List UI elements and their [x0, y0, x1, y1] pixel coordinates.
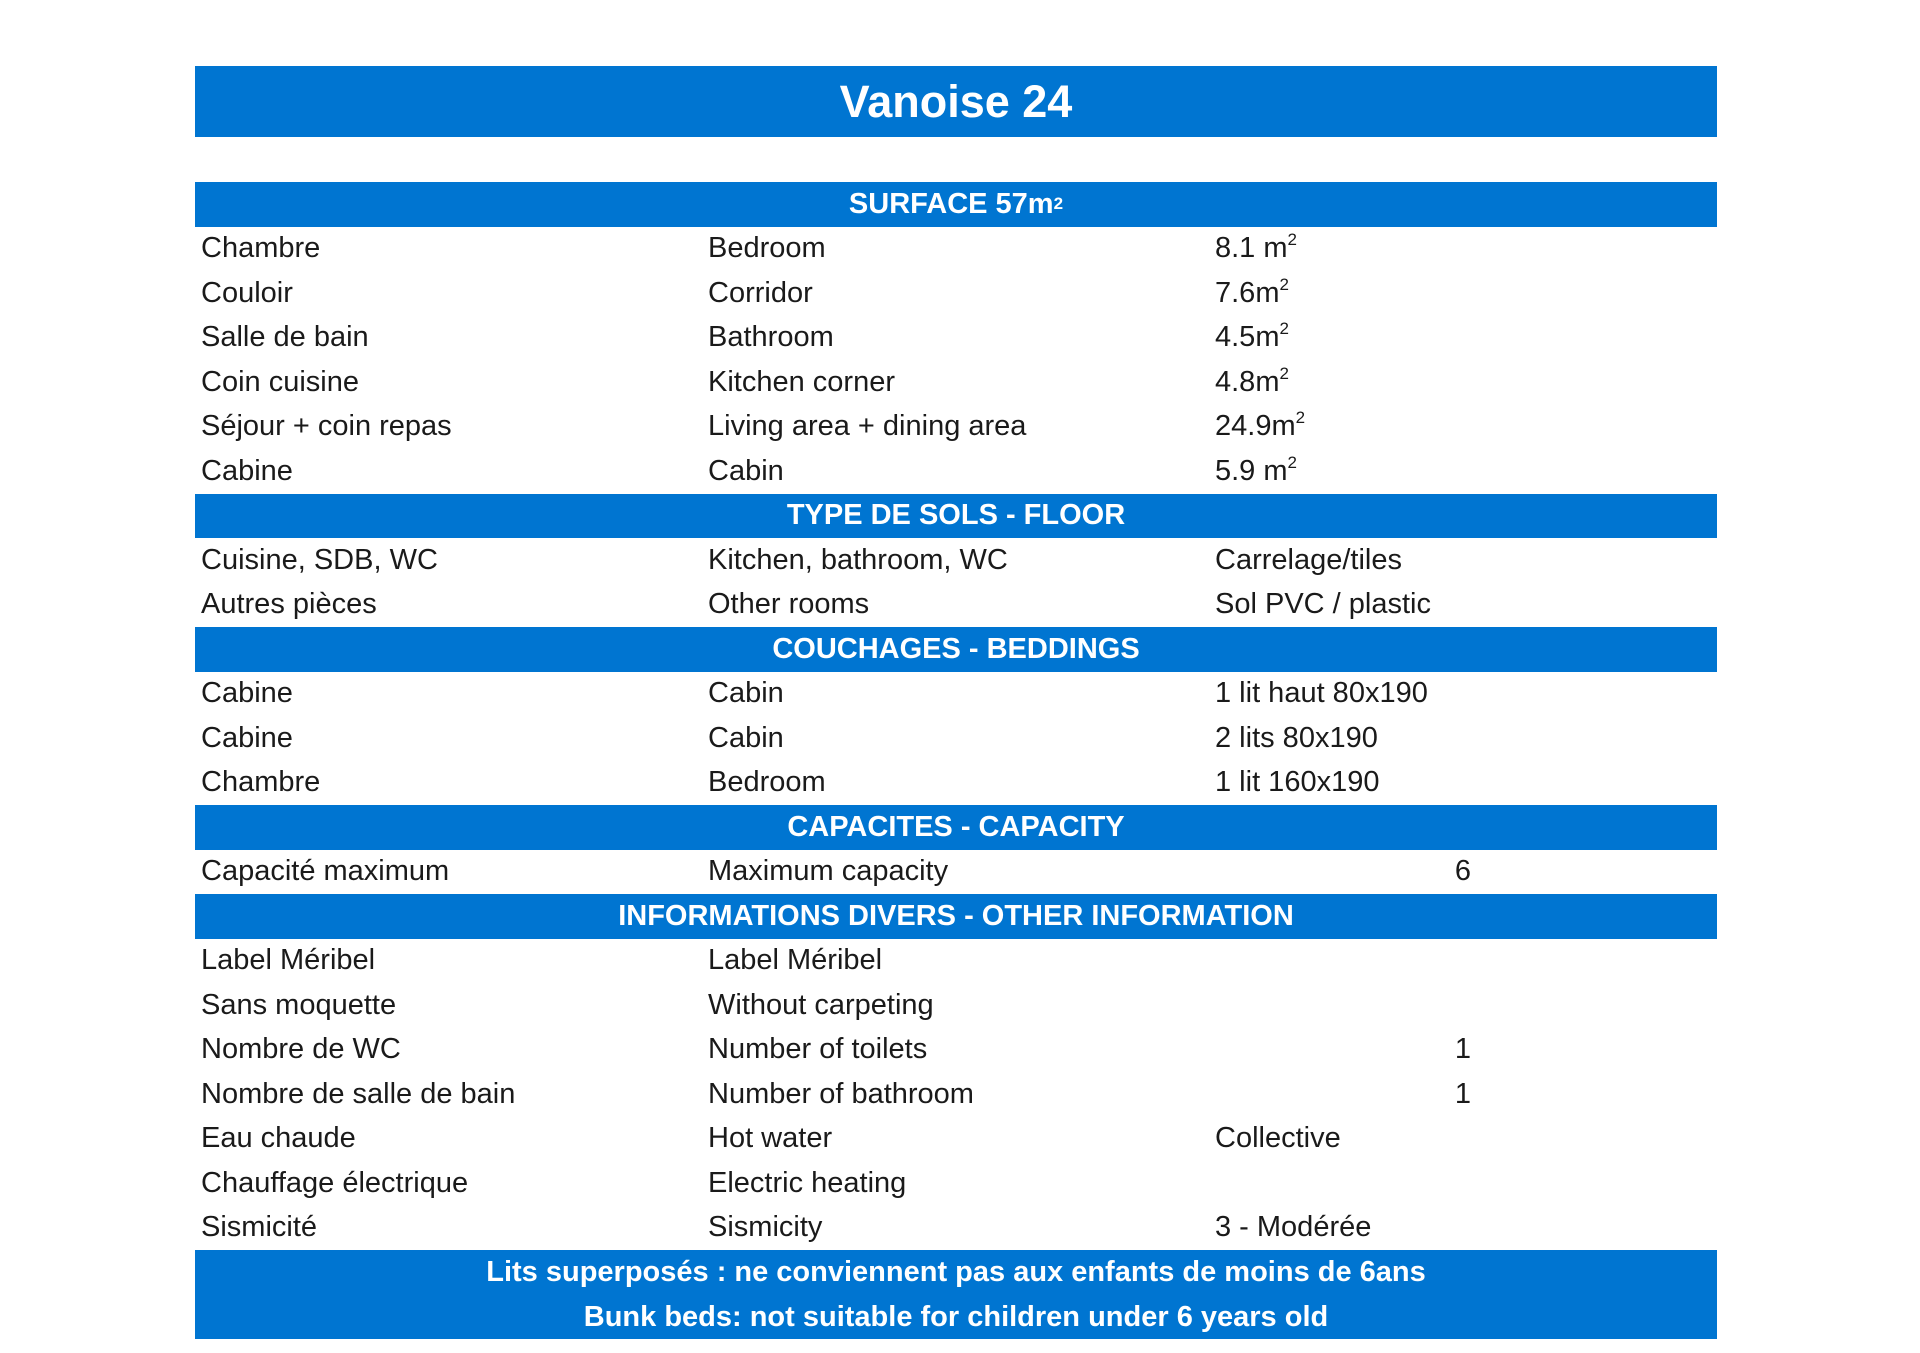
cell-en: Label Méribel	[708, 944, 883, 977]
superscript: 2	[1279, 319, 1289, 339]
cell-en: Cabin	[708, 721, 784, 754]
superscript: 2	[1279, 363, 1289, 383]
section-header-beddings	[195, 627, 1717, 672]
superscript: 2	[1287, 452, 1297, 472]
cell-fr: Chauffage électrique	[201, 1166, 469, 1199]
cell-en: Hot water	[708, 1122, 833, 1155]
section-title: INFORMATIONS DIVERS - OTHER INFORMATION	[618, 899, 1294, 932]
cell-fr: Cabine	[201, 721, 293, 754]
cell-en: Number of toilets	[708, 1033, 928, 1066]
value-text: 24.9m	[1215, 410, 1296, 443]
page-title: Vanoise 24	[839, 75, 1073, 127]
cell-number: 1	[1454, 1077, 1472, 1110]
section-title: CAPACITES - CAPACITY	[787, 810, 1125, 843]
cell-en: Living area + dining area	[708, 410, 1027, 443]
cell-fr: Nombre de salle de bain	[201, 1077, 516, 1110]
property-sheet	[195, 66, 1717, 1339]
table-row	[195, 583, 1717, 628]
cell-value	[1209, 410, 1717, 443]
cell-number: 6	[1454, 855, 1472, 888]
table-row	[195, 983, 1717, 1028]
table-row	[195, 672, 1717, 717]
cell-value	[1209, 321, 1717, 354]
cell-fr: Couloir	[201, 276, 293, 309]
table-row	[195, 1161, 1717, 1206]
cell-fr: Cuisine, SDB, WC	[201, 543, 438, 576]
superscript: 2	[1279, 274, 1289, 294]
cell-fr: Séjour + coin repas	[201, 410, 452, 443]
cell-en: Cabin	[708, 677, 784, 710]
section-header-floor	[195, 494, 1717, 539]
section-title: TYPE DE SOLS - FLOOR	[786, 499, 1126, 532]
cell-en: Sismicity	[708, 1211, 823, 1244]
cell-fr: Cabine	[201, 454, 293, 487]
spacer	[195, 137, 1717, 182]
table-row	[195, 360, 1717, 405]
superscript: 2	[1287, 230, 1297, 250]
table-row	[195, 538, 1717, 583]
table-row	[195, 1028, 1717, 1073]
cell-value	[1209, 363, 1717, 399]
table-row	[195, 1072, 1717, 1117]
value-text: 5.9 m	[1215, 454, 1288, 487]
cell-value: 2 lits 80x190	[1215, 721, 1378, 754]
section-title: COUCHAGES - BEDDINGS	[772, 632, 1140, 665]
cell-value	[1209, 452, 1717, 488]
cell-value: 3 - Modérée	[1215, 1211, 1372, 1244]
value-text: 8.1 m	[1215, 232, 1288, 265]
cell-fr: Coin cuisine	[201, 365, 359, 398]
cell-value: 1 lit 160x190	[1215, 766, 1380, 799]
cell-fr: Chambre	[201, 232, 321, 265]
section-title: SURFACE 57m	[848, 187, 1054, 220]
table-row	[195, 1117, 1717, 1162]
table-row	[195, 405, 1717, 450]
table-row	[195, 716, 1717, 761]
cell-value: Carrelage/tiles	[1215, 543, 1402, 576]
cell-fr: Nombre de WC	[201, 1033, 401, 1066]
table-row	[195, 850, 1717, 895]
cell-fr: Eau chaude	[201, 1122, 356, 1155]
title-bar	[195, 66, 1717, 137]
warning-line-en: Bunk beds: not suitable for children under 6 years old	[583, 1300, 1329, 1333]
value-text: 4.8m	[1215, 365, 1280, 398]
cell-en: Without carpeting	[708, 988, 934, 1021]
warning-footer	[195, 1250, 1717, 1339]
cell-fr: Cabine	[201, 677, 293, 710]
cell-en: Maximum capacity	[708, 855, 949, 888]
cell-value: Collective	[1215, 1122, 1341, 1155]
cell-fr: Salle de bain	[201, 321, 369, 354]
cell-value: 1 lit haut 80x190	[1215, 677, 1428, 710]
section-header-capacity	[195, 805, 1717, 850]
table-row	[195, 939, 1717, 984]
cell-fr: Sismicité	[201, 1211, 318, 1244]
cell-value	[1209, 232, 1717, 265]
value-text: 4.5m	[1215, 321, 1280, 354]
table-row	[195, 449, 1717, 494]
table-row	[195, 761, 1717, 806]
table-row	[195, 316, 1717, 361]
cell-en: Bathroom	[708, 321, 834, 354]
cell-fr: Autres pièces	[201, 588, 377, 621]
table-row	[195, 227, 1717, 272]
cell-en: Kitchen corner	[708, 365, 895, 398]
section-header-other	[195, 894, 1717, 939]
cell-en: Kitchen, bathroom, WC	[708, 543, 1008, 576]
superscript: 2	[1295, 408, 1306, 428]
cell-fr: Label Méribel	[201, 944, 376, 977]
cell-en: Electric heating	[708, 1166, 907, 1199]
cell-en: Bedroom	[708, 232, 826, 265]
cell-value: Sol PVC / plastic	[1215, 588, 1431, 621]
cell-en: Number of bathroom	[708, 1077, 974, 1110]
cell-en: Bedroom	[708, 766, 826, 799]
table-row	[195, 271, 1717, 316]
cell-en: Cabin	[708, 454, 784, 487]
section-header-surface: SURFACE 57m 2	[195, 182, 1717, 227]
cell-value	[1209, 274, 1717, 310]
value-text: 7.6m	[1215, 276, 1280, 309]
table-row	[195, 1206, 1717, 1251]
cell-fr: Chambre	[201, 766, 321, 799]
cell-fr: Sans moquette	[201, 988, 397, 1021]
warning-line-fr: Lits superposés : ne conviennent pas aux enfants de moins de 6ans	[486, 1256, 1426, 1288]
cell-fr: Capacité maximum	[201, 855, 450, 888]
cell-en: Corridor	[708, 276, 813, 309]
cell-number: 1	[1454, 1033, 1472, 1066]
cell-en: Other rooms	[708, 588, 870, 621]
